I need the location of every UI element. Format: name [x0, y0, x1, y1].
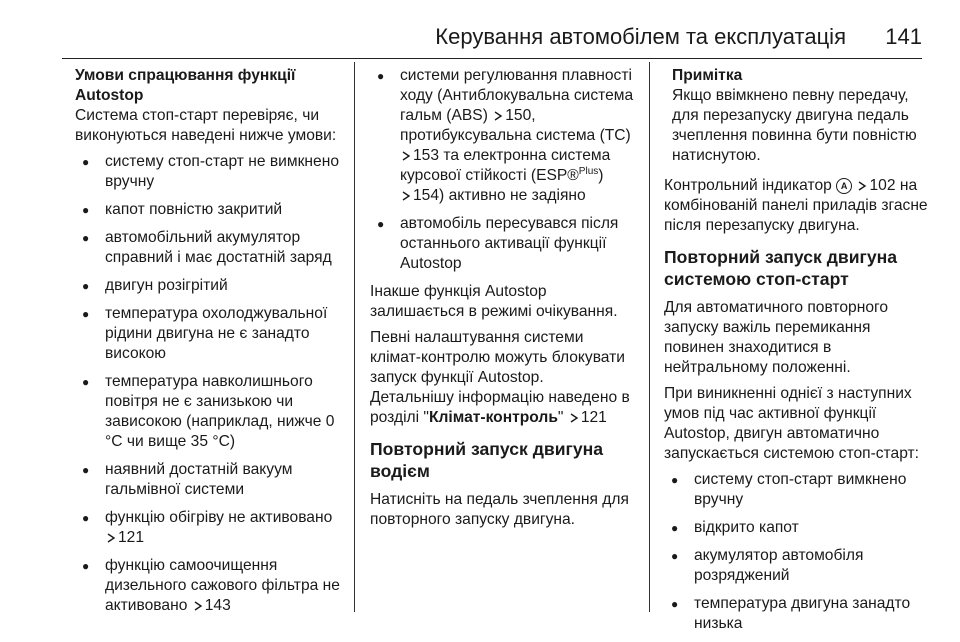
- list-item: ● температура навколишнього повітря не є занизькою чи зависокою (наприклад, нижче 0 °C чи вище 35 °C): [75, 372, 347, 452]
- neutral-paragraph: Для автоматичного повторного запуску важіль перемикання повинен знаходитися в нейтральному положенні.: [664, 299, 889, 376]
- reference-arrow-icon: [493, 111, 503, 121]
- auto-restart-list: [664, 470, 932, 634]
- column-divider-1: [354, 62, 355, 612]
- column-2: [370, 66, 635, 536]
- page-reference[interactable]: [492, 107, 535, 124]
- details-paragraph: [370, 388, 635, 428]
- reference-page: 143: [204, 597, 231, 614]
- column-1: [75, 66, 347, 624]
- reference-page: 153: [413, 147, 440, 164]
- list-item: [75, 508, 347, 548]
- list-item-text: активно не задіяно: [448, 187, 586, 204]
- note-title: Примітка: [672, 67, 743, 84]
- list-item: ● відкрито капот: [664, 518, 932, 538]
- page-reference[interactable]: [400, 187, 444, 204]
- list-item-text: системи регулювання плавності ходу (Антиблокувальна система гальм (ABS): [400, 67, 634, 124]
- indicator-text: на комбінованій панелі приладів згасне після перезапуску двигуна.: [664, 177, 928, 234]
- page-number: 141: [885, 24, 922, 49]
- auto-conditions-paragraph: При виникненні однієї з наступних умов під час активної функції Autostop, двигун автоматично запускається системою стоп-старт:: [664, 385, 919, 462]
- list-item: ● двигун розігрітий: [75, 276, 347, 296]
- page-reference[interactable]: [105, 529, 144, 546]
- column-divider-2: [649, 62, 650, 612]
- autostop-conditions-heading: Умови спрацювання функції Autostop: [75, 67, 296, 104]
- reference-arrow-icon: [569, 413, 579, 423]
- plus-superscript: Plus: [578, 165, 599, 177]
- page-header: [62, 22, 922, 56]
- list-item-text: функцію самоочищення дизельного сажового фільтра не активовано: [105, 557, 340, 614]
- list-item-text: функцію обігріву не активовано: [105, 509, 333, 526]
- driver-restart-heading: Повторний запуск двигуна водієм: [370, 439, 604, 481]
- list-item-text: ): [598, 167, 604, 184]
- header-rule: [62, 58, 922, 59]
- details-text: Детальнішу інформацію наведено в розділі ": [370, 389, 630, 426]
- reference-arrow-icon: [193, 601, 203, 611]
- column-3: [664, 66, 932, 642]
- note-body: Якщо ввімкнено певну передачу, для перезапуску двигуна педаль зчеплення повинна бути повністю натиснутою.: [672, 87, 917, 164]
- autostop-indicator-icon: A: [836, 178, 852, 194]
- standby-paragraph: Інакше функція Autostop залишається в режимі очікування.: [370, 283, 618, 320]
- driver-restart-paragraph: Натисніть на педаль зчеплення для повторного запуску двигуна.: [370, 491, 629, 528]
- reference-page: 154): [413, 187, 445, 204]
- reference-page: 150,: [505, 107, 536, 124]
- reference-arrow-icon: [401, 151, 411, 161]
- page-reference[interactable]: [400, 147, 439, 164]
- reference-page: 121: [118, 529, 145, 546]
- auto-restart-heading: Повторний запуск двигуна системою стоп-старт: [664, 247, 898, 289]
- reference-arrow-icon: [401, 191, 411, 201]
- climate-paragraph: Певні налаштування системи клімат-контролю можуть блокувати запуск функції Autostop.: [370, 329, 625, 386]
- list-item: ● температура двигуна занадто низька: [664, 594, 932, 634]
- indicator-text: Контрольний індикатор: [664, 177, 832, 194]
- reference-page: 102: [869, 177, 896, 194]
- conditions-list: [75, 152, 347, 616]
- list-item: ● акумулятор автомобіля розряджений: [664, 546, 932, 586]
- list-item-text: та електронна система курсової стійкості (ESP®: [400, 147, 611, 184]
- reference-page: 121: [580, 409, 607, 426]
- reference-arrow-icon: [857, 181, 867, 191]
- climate-control-link[interactable]: Клімат-контроль: [428, 409, 558, 426]
- header-title: Керування автомобілем та експлуатація: [435, 24, 846, 49]
- intro-paragraph: Система стоп-старт перевіряє, чи виконуються наведені нижче умови:: [75, 107, 337, 144]
- note-box: [664, 66, 932, 166]
- indicator-paragraph: [664, 176, 932, 236]
- list-item: ● автомобіль пересувався після останнього активації функції Autostop: [370, 214, 635, 274]
- list-item: [75, 556, 347, 616]
- list-item: [370, 66, 635, 206]
- details-text: ": [557, 409, 564, 426]
- list-item-text: протибуксувальна система (TC): [400, 127, 631, 144]
- list-item: ● наявний достатній вакуум гальмівної системи: [75, 460, 347, 500]
- reference-arrow-icon: [106, 533, 116, 543]
- list-item: ● температура охолоджувальної рідини двигуна не є занадто високою: [75, 304, 347, 364]
- list-item: ● автомобільний акумулятор справний і має достатній заряд: [75, 228, 347, 268]
- conditions-list-continued: [370, 66, 635, 274]
- list-item: ● систему стоп-старт не вимкнено вручну: [75, 152, 347, 192]
- page-reference[interactable]: [568, 409, 607, 426]
- page-reference[interactable]: [192, 597, 231, 614]
- page-reference[interactable]: [856, 177, 895, 194]
- list-item: ● капот повністю закритий: [75, 200, 347, 220]
- list-item: ● систему стоп-старт вимкнено вручну: [664, 470, 932, 510]
